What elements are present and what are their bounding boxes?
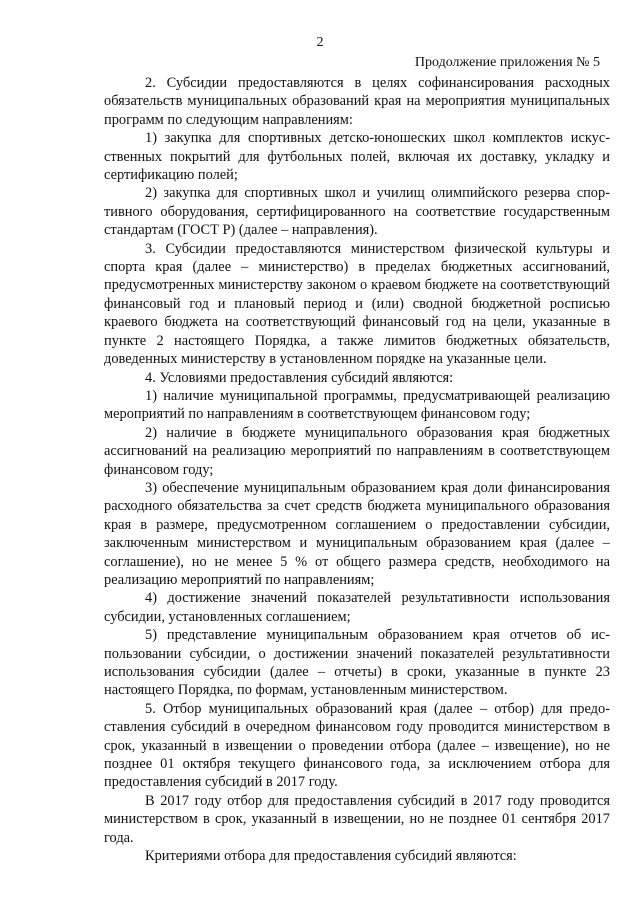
paragraph-condition-2: 2) наличие в бюджете муниципального образования края бюджетных ассигнований на реализацию мероприятий по направлениям в соответствующем финансовом году; — [104, 424, 610, 478]
paragraph-section-2: 2. Субсидии предоставляются в целях софинансирования расходных обязательств муниципальных образований края на мероприятия муниципальных программ по следующим направлениям: — [104, 75, 610, 128]
paragraph-condition-5: 5) представление муниципальным образованием края отчетов об использовании субсидии, о достижении значений показателей результативности использования субсидии (далее – отчеты) в сроки, указанные в пункте 23 настоящего Порядка, по формам, установленным министерством. — [104, 627, 610, 699]
paragraph-selection-criteria: Критериями отбора для предоставления субсидий являются: — [145, 848, 517, 865]
document-body — [104, 74, 610, 865]
paragraph-direction-1: 1) закупка для спортивных детско-юношеских школ комплектов искусственных покрытий для футбольных полей, включая их доставку, укладку и сертификацию полей; — [104, 130, 610, 184]
paragraph-condition-4: 4) достижение значений показателей результативности использования субсидии, установленных соглашением; — [104, 590, 610, 625]
paragraph-selection-2017: В 2017 году отбор для предоставления субсидий в 2017 году проводится министерством в срок, указанный в извещении, но не позднее 01 сентября 2017 года. — [104, 792, 610, 846]
appendix-continuation-note: Продолжение приложения № 5 — [414, 55, 600, 70]
paragraph-section-5: 5. Отбор муниципальных образований края (далее – отбор) для предоставления субсидий в очередном финансовом году проводится министерством в срок, указанный в извещении о проведении отбора (далее – извещение), но не позднее 01 октября текущего финансового года, за исключением отбора для предоставления субсидий в 2017 году. — [104, 700, 610, 791]
paragraph-direction-2: 2) закупка для спортивных школ и училищ олимпийского резерва спортивного оборудования, сертифицированного на соответствие государственным стандартам (ГОСТ Р) (далее – направления). — [104, 185, 610, 239]
page-number: 2 — [316, 35, 324, 50]
paragraph-section-4: 4. Условиями предоставления субсидий являются: — [145, 369, 454, 386]
paragraph-condition-3: 3) обеспечение муниципальным образованием края доли финансирования расходного обязательства за счет средств бюджета муниципального образования края в размере, предусмотренном соглашением о предоставлении субсидии, заключенным министерством и муниципальным образованием края (далее – соглашение), но не менее 5 % от общего размера средств, необходимого на реализацию мероприятий по направлениям; — [104, 479, 610, 588]
paragraph-condition-1: 1) наличие муниципальной программы, предусматривающей реализацию мероприятий по направлениям в соответствующем финансовом году; — [104, 387, 610, 423]
paragraph-section-3: 3. Субсидии предоставляются министерством физической культуры и спорта края (далее – министерство) в пределах бюджетных ассигнований, предусмотренных министерству законом о краевом бюджете на соответствующий финансовый год и плановый период и (или) сводной бюджетной росписью краевого бюджета на соответствующий финансовый год на цели, указанные в пункте 2 настоящего Порядка, а также лимитов бюджетных обязательств, доведенных министерству в установленном порядке на указанные цели. — [104, 240, 610, 368]
